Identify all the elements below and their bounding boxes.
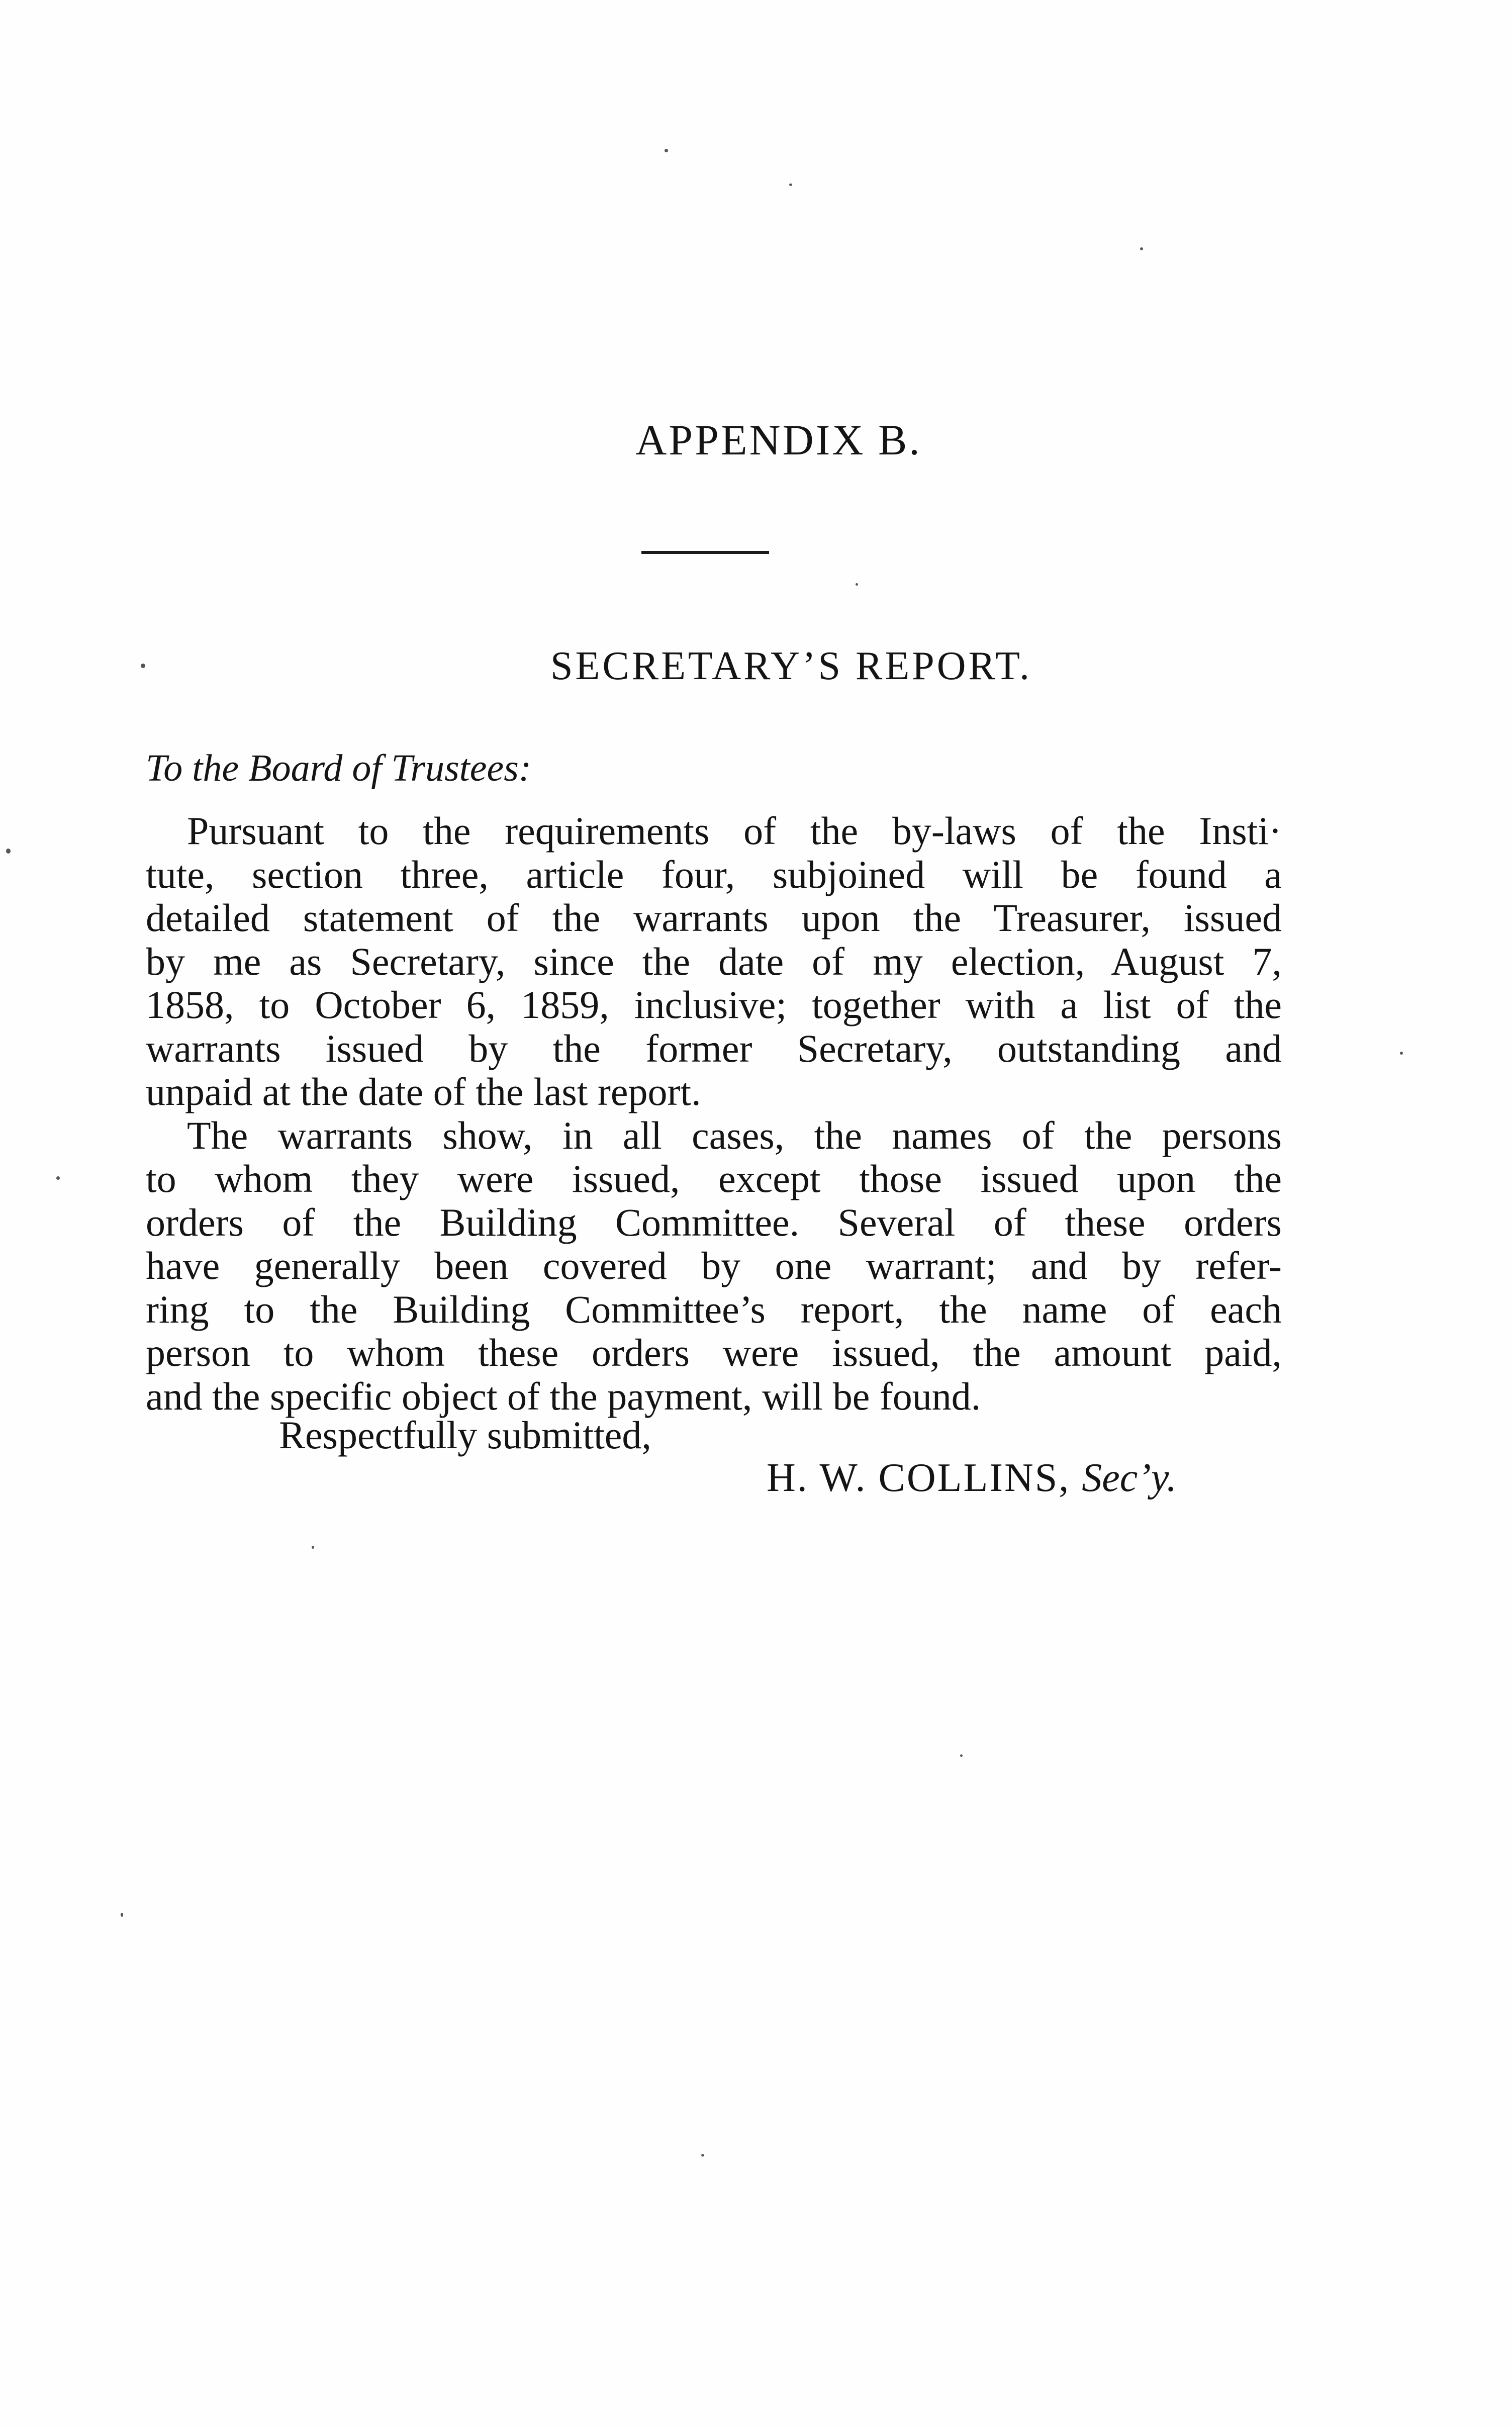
text-line: orders of the Building Committee. Several of these orders: [146, 1200, 1282, 1244]
scan-speck: [789, 183, 792, 186]
scan-speck: [312, 1546, 314, 1549]
scan-speck: [856, 583, 858, 586]
report-title: SECRETARY’S REPORT.: [550, 644, 1032, 688]
title-divider: [641, 551, 769, 554]
text-line: 1858, to October 6, 1859, inclusive; together with a list of the: [146, 983, 1282, 1026]
report-body: [146, 809, 1282, 1418]
text-line: by me as Secretary, since the date of my election, August 7,: [146, 939, 1282, 983]
text-line: tute, section three, article four, subjoined will be found a: [146, 852, 1282, 896]
text-line: and the specific object of the payment, will be found.: [146, 1374, 981, 1418]
text-line: ring to the Building Committee’s report, the name of each: [146, 1287, 1282, 1331]
scan-speck: [56, 1176, 60, 1180]
text-line: warrants issued by the former Secretary, outstanding and: [146, 1026, 1282, 1070]
appendix-title: APPENDIX B.: [635, 416, 922, 464]
signature: [767, 1455, 1177, 1501]
text-line: have generally been covered by one warrant; and by refer-: [146, 1244, 1282, 1287]
signature-title: Sec’y.: [1082, 1456, 1177, 1500]
text-line: to whom they were issued, except those issued upon the: [146, 1157, 1282, 1200]
scan-speck: [6, 849, 11, 854]
scan-speck: [121, 1913, 123, 1917]
text-line: detailed statement of the warrants upon the Treasurer, issued: [146, 896, 1282, 940]
scan-speck: [1400, 1052, 1403, 1055]
paragraph-2: [146, 1114, 1282, 1419]
salutation: To the Board of Trustees:: [146, 747, 532, 789]
text-line: Pursuant to the requirements of the by-laws of the Insti·: [187, 809, 1282, 853]
scan-speck: [701, 2154, 704, 2157]
scan-speck: [960, 1754, 963, 1757]
signature-name: H. W. COLLINS,: [767, 1456, 1071, 1500]
text-line: unpaid at the date of the last report.: [146, 1070, 701, 1113]
paragraph-1: [146, 809, 1282, 1114]
closing-line: Respectfully submitted,: [279, 1413, 651, 1457]
text-line: The warrants show, in all cases, the names of the persons: [187, 1113, 1282, 1157]
scan-speck: [665, 149, 668, 152]
text-line: person to whom these orders were issued, the amount paid,: [146, 1331, 1282, 1374]
scan-speck: [1140, 247, 1143, 250]
